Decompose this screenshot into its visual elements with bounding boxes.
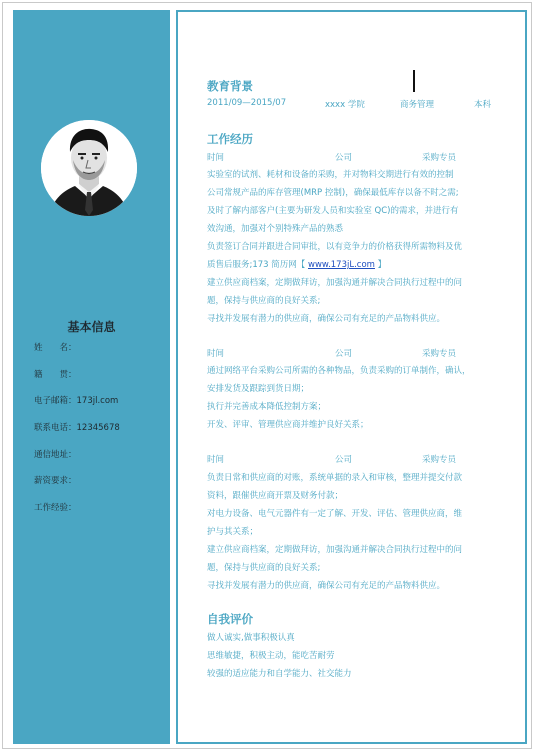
avatar (41, 120, 137, 216)
text-cursor (413, 70, 415, 92)
job-line: 题，保持与供应商的良好关系; (207, 296, 321, 306)
job-line: 实验室的试剂、耗材和设备的采购，并对物料交期进行有效的控制 (207, 170, 454, 180)
link-suffix: 】 (374, 260, 387, 270)
sidebar (13, 10, 170, 744)
job-line: 开发、评审、管理供应商并维护良好关系； (207, 420, 369, 430)
job-line: 寻找并发展有潜力的供应商，确保公司有充足的产品物料供应。 (207, 581, 446, 591)
self-evaluation-title: 自我评价 (207, 612, 253, 626)
job-line: 公司常规产品的库存管理(MRP 控制)，确保最低库存以备不时之需; (207, 188, 459, 198)
info-label: 工作经验： (34, 503, 77, 513)
education-title: 教育背景 (207, 79, 253, 93)
info-label: 籍 贯： (34, 370, 77, 380)
job-line: 对电力设备、电气元器件有一定了解、开发、评估、管理供应商，维 (207, 509, 463, 519)
portrait-photo-icon (41, 120, 137, 216)
job-line: 执行并完善成本降低控制方案； (207, 402, 327, 412)
evaluation-line: 思维敏捷，积极主动，能吃苦耐劳 (207, 651, 335, 661)
website-link[interactable]: www.173jL.com (308, 260, 375, 270)
info-value: 12345678 (76, 423, 120, 433)
job-company-label: 公司 (335, 455, 353, 465)
education-period: 2011/09—2015/07 (207, 98, 287, 108)
job-time-label: 时间 (207, 455, 225, 465)
job-company-label: 公司 (335, 349, 353, 359)
info-label: 通信地址： (34, 450, 77, 460)
info-row-hometown (34, 368, 77, 380)
job-line-text: 质售后服务;173 简历网【 (207, 260, 308, 270)
info-label: 联系电话： (34, 423, 77, 433)
evaluation-line: 较强的适应能力和自学能力、社交能力 (207, 669, 352, 679)
info-label: 电子邮箱： (34, 396, 77, 406)
info-value: 173jl.com (76, 396, 119, 406)
job-line: 安排发货及跟踪到货日期； (207, 384, 310, 394)
info-row-experience (34, 501, 77, 513)
job-line: 护与其关系； (207, 527, 259, 537)
job-line: 建立供应商档案，定期做拜访，加强沟通并解决合同执行过程中的问 (207, 278, 463, 288)
job-position-label: 采购专员 (422, 455, 457, 465)
job-line: 建立供应商档案，定期做拜访，加强沟通并解决合同执行过程中的问 (207, 545, 463, 555)
work-title: 工作经历 (207, 132, 253, 146)
job-position-label: 采购专员 (422, 153, 457, 163)
info-row-name (34, 341, 77, 353)
info-row-phone (34, 421, 120, 433)
job-line: 负责签订合同并跟进合同审批，以有竞争力的价格获得所需物料及优 (207, 242, 463, 252)
info-label: 薪资要求： (34, 476, 77, 486)
job-company-label: 公司 (335, 153, 353, 163)
education-degree: 本科 (474, 100, 492, 110)
job-line: 及时了解内部客户(主要为研发人员和实验室 QC)的需求，并进行有 (207, 206, 459, 216)
info-row-salary (34, 474, 77, 486)
evaluation-line: 做人诚实,做事积极认真 (207, 633, 295, 643)
job-line: 题，保持与供应商的良好关系; (207, 563, 321, 573)
job-line: 负责日常和供应商的对账，系统单据的录入和审核，整理并提交付款 (207, 473, 463, 483)
job-line: 效沟通，加强对个别特殊产品的熟悉 (207, 224, 344, 234)
basic-info-title: 基本信息 (67, 320, 116, 334)
education-major: 商务管理 (400, 100, 435, 110)
job-line: 寻找并发展有潜力的供应商，确保公司有充足的产品物料供应。 (207, 314, 446, 324)
job-line: 通过网络平台采购公司所需的各种物品，负责采购的订单制作，确认， (207, 366, 471, 376)
education-school: xxxx 学院 (325, 100, 365, 110)
job-time-label: 时间 (207, 349, 225, 359)
job-time-label: 时间 (207, 153, 225, 163)
job-line: 资料，跟催供应商开票及财务付款； (207, 491, 344, 501)
info-row-email (34, 394, 118, 406)
info-label: 姓 名： (34, 343, 77, 353)
job-line-with-link (207, 258, 386, 270)
job-position-label: 采购专员 (422, 349, 457, 359)
info-row-address (34, 448, 77, 460)
